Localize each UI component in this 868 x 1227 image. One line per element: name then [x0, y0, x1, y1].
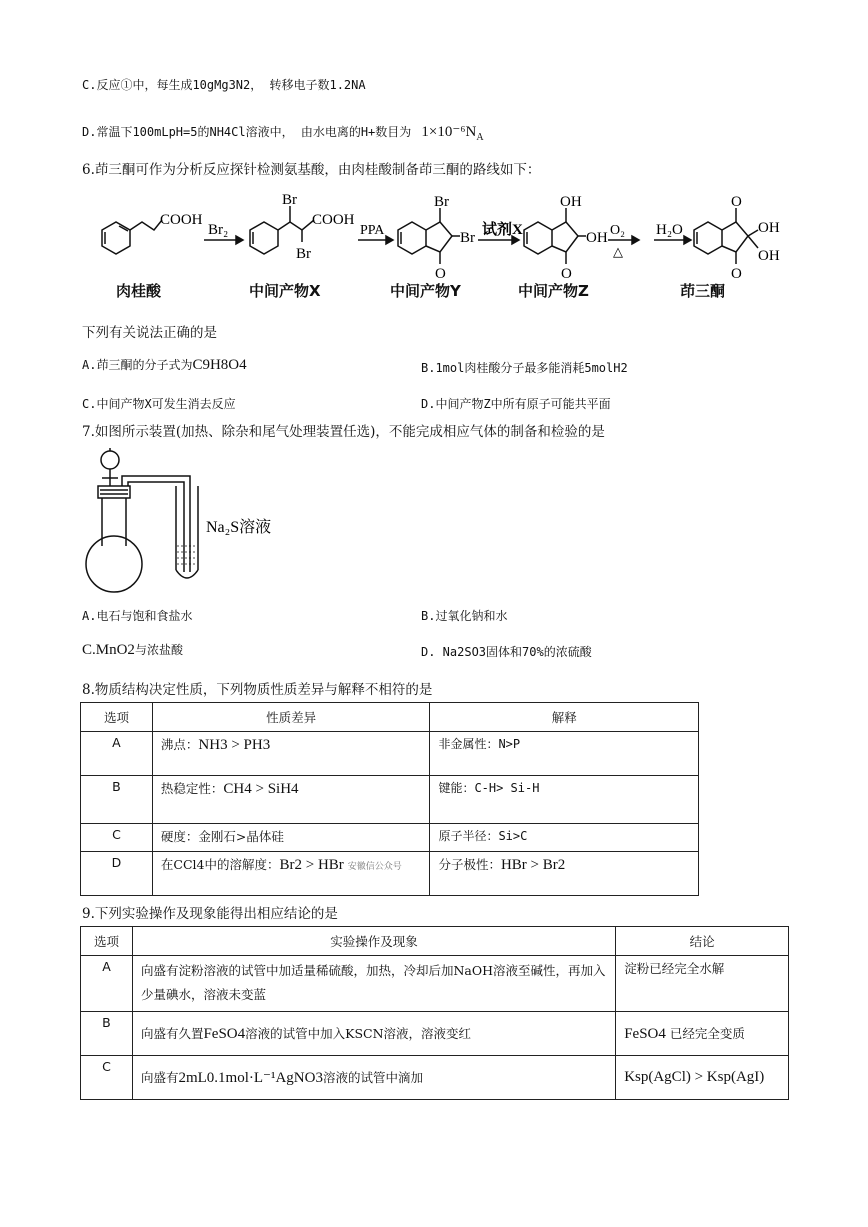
- group-o-1: O: [435, 266, 446, 282]
- q6-question: 下列有关说法正确的是: [82, 325, 217, 341]
- na2s-label: Na₂S溶液: [206, 519, 272, 536]
- group-oh-3: OH: [758, 220, 780, 236]
- q6-option-b: B.1mol肉桂酸分子最多能消耗5molH2: [421, 361, 628, 375]
- q7-option-c-prefix: C.: [82, 642, 96, 658]
- q6-option-d: D.中间产物Z中所有原子可能共平面: [421, 397, 611, 411]
- q8-row-a-explanation: 非金属性：N>P: [430, 732, 699, 776]
- q9-row-a-operation: 向盛有淀粉溶液的试管中加适量稀硫酸，加热，冷却后加NaOH溶液至碱性，再加入少量碘水，溶液未变蓝: [132, 956, 615, 1012]
- group-br-3: Br: [434, 194, 449, 210]
- reagent-o2: O₂: [610, 223, 625, 238]
- group-o-3: O: [731, 194, 742, 210]
- q9-row-c-operation: 向盛有2mL0.1mol·L⁻¹AgNO3溶液的试管中滴加: [132, 1056, 615, 1100]
- q8-table: [80, 702, 699, 896]
- q9-row-a-option: A: [81, 956, 133, 1012]
- q7-option-c-formula: MnO2: [95, 642, 135, 658]
- watermark: 安徽信公众号: [347, 862, 402, 872]
- q8-row-b-option: B: [81, 776, 153, 824]
- q6-option-c: C.中间产物X可发生消去反应: [82, 397, 236, 411]
- reagent-h2o: H₂O: [656, 222, 683, 238]
- q7-apparatus: [80, 446, 300, 596]
- q9-row-c-option: C: [81, 1056, 133, 1100]
- group-br-2: Br: [296, 246, 311, 262]
- q9-table: [80, 926, 789, 1100]
- group-o-2: O: [561, 266, 572, 282]
- q8-row-b-property: 热稳定性：CH4 > SiH4: [152, 776, 430, 824]
- q5-option-d-formula: $1\times 10^{-6}N_A$: [421, 124, 484, 143]
- q6-option-a-formula: C9H8O4: [192, 357, 247, 373]
- label-intermediate-z: 中间产物Z: [518, 282, 589, 300]
- group-o-4: O: [731, 266, 742, 282]
- q9-header-conclusion: 结论: [616, 927, 789, 956]
- table-row: [81, 776, 699, 824]
- q9-table-header: [81, 927, 789, 956]
- q9-row-b-conclusion: FeSO4 已经完全变质: [616, 1012, 789, 1056]
- reagent-x: 试剂X: [482, 222, 523, 238]
- q7-option-c: [82, 641, 183, 659]
- group-cooh-1: COOH: [160, 212, 203, 228]
- q9-row-b-option: B: [81, 1012, 133, 1056]
- q6-stem: 6.茚三酮可作为分析反应探针检测氨基酸，由肉桂酸制备茚三酮的路线如下：: [82, 162, 541, 178]
- label-intermediate-x: 中间产物X: [249, 282, 321, 300]
- q7-option-c-text: 与浓盐酸: [134, 643, 183, 657]
- q6-option-a: [82, 356, 247, 374]
- q8-header-explanation: 解释: [430, 703, 699, 732]
- q9-row-c-conclusion: Ksp(AgCl) > Ksp(AgI): [616, 1056, 789, 1100]
- q8-header-option: 选项: [81, 703, 153, 732]
- q7-stem: 7.如图所示装置(加热、除杂和尾气处理装置任选)，不能完成相应气体的制备和检验的是: [82, 424, 605, 440]
- group-cooh-2: COOH: [312, 212, 355, 228]
- q9-row-a-conclusion: 淀粉已经完全水解: [616, 956, 789, 1012]
- q9-row-b-operation: 向盛有久置FeSO4溶液的试管中加入KSCN溶液，溶液变红: [132, 1012, 615, 1056]
- q8-row-d-option: D: [81, 852, 153, 896]
- reagent-heat: △: [613, 244, 623, 259]
- group-oh-1: OH: [560, 194, 582, 210]
- label-ninhydrin: 茚三酮: [680, 282, 726, 300]
- q8-header-property: 性质差异: [152, 703, 430, 732]
- table-row: [81, 1056, 789, 1100]
- q8-row-d-property: 在CCl4中的溶解度：Br2 > HBr 安徽信公众号: [152, 852, 430, 896]
- q7-option-a: A.电石与饱和食盐水: [82, 609, 193, 623]
- q8-row-c-option: C: [81, 824, 153, 852]
- group-br-4: Br: [460, 230, 475, 246]
- q8-row-a-option: A: [81, 732, 153, 776]
- table-row: [81, 956, 789, 1012]
- table-row: [81, 824, 699, 852]
- q5-option-c: C.反应①中，每生成10gMg3N2， 转移电子数1.2NA: [82, 78, 366, 92]
- q6-option-a-text: A.茚三酮的分子式为: [82, 358, 193, 372]
- group-oh-2: OH: [586, 230, 608, 246]
- q8-row-a-property: 沸点：NH3 > PH3: [152, 732, 430, 776]
- q9-header-operation: 实验操作及现象: [132, 927, 615, 956]
- q9-header-option: 选项: [81, 927, 133, 956]
- group-oh-4: OH: [758, 248, 780, 264]
- q5-option-d: [82, 122, 484, 143]
- q7-option-d: D. Na2SO3固体和70%的浓硫酸: [421, 645, 592, 659]
- q7-option-b: B.过氧化钠和水: [421, 609, 508, 623]
- group-br-1: Br: [282, 192, 297, 208]
- q8-stem: 8.物质结构决定性质，下列物质性质差异与解释不相符的是: [82, 682, 433, 698]
- reagent-br2: Br₂: [208, 222, 229, 238]
- table-row: [81, 732, 699, 776]
- reagent-ppa: PPA: [360, 223, 385, 238]
- q8-row-d-explanation: 分子极性：HBr > Br2: [430, 852, 699, 896]
- q8-row-c-explanation: 原子半径：Si>C: [430, 824, 699, 852]
- table-row: [81, 852, 699, 896]
- q9-stem: 9.下列实验操作及现象能得出相应结论的是: [82, 906, 338, 922]
- label-cinnamic-acid: 肉桂酸: [116, 282, 162, 300]
- q8-table-header: [81, 703, 699, 732]
- table-row: [81, 1012, 789, 1056]
- q5-option-d-text: D.常温下100mLpH=5的NH4Cl溶液中， 由水电离的H+数目为: [82, 125, 412, 139]
- q8-row-b-explanation: 键能：C-H> Si-H: [430, 776, 699, 824]
- q8-row-c-property: 硬度：金刚石>晶体硅: [152, 824, 430, 852]
- label-intermediate-y: 中间产物Y: [390, 282, 461, 300]
